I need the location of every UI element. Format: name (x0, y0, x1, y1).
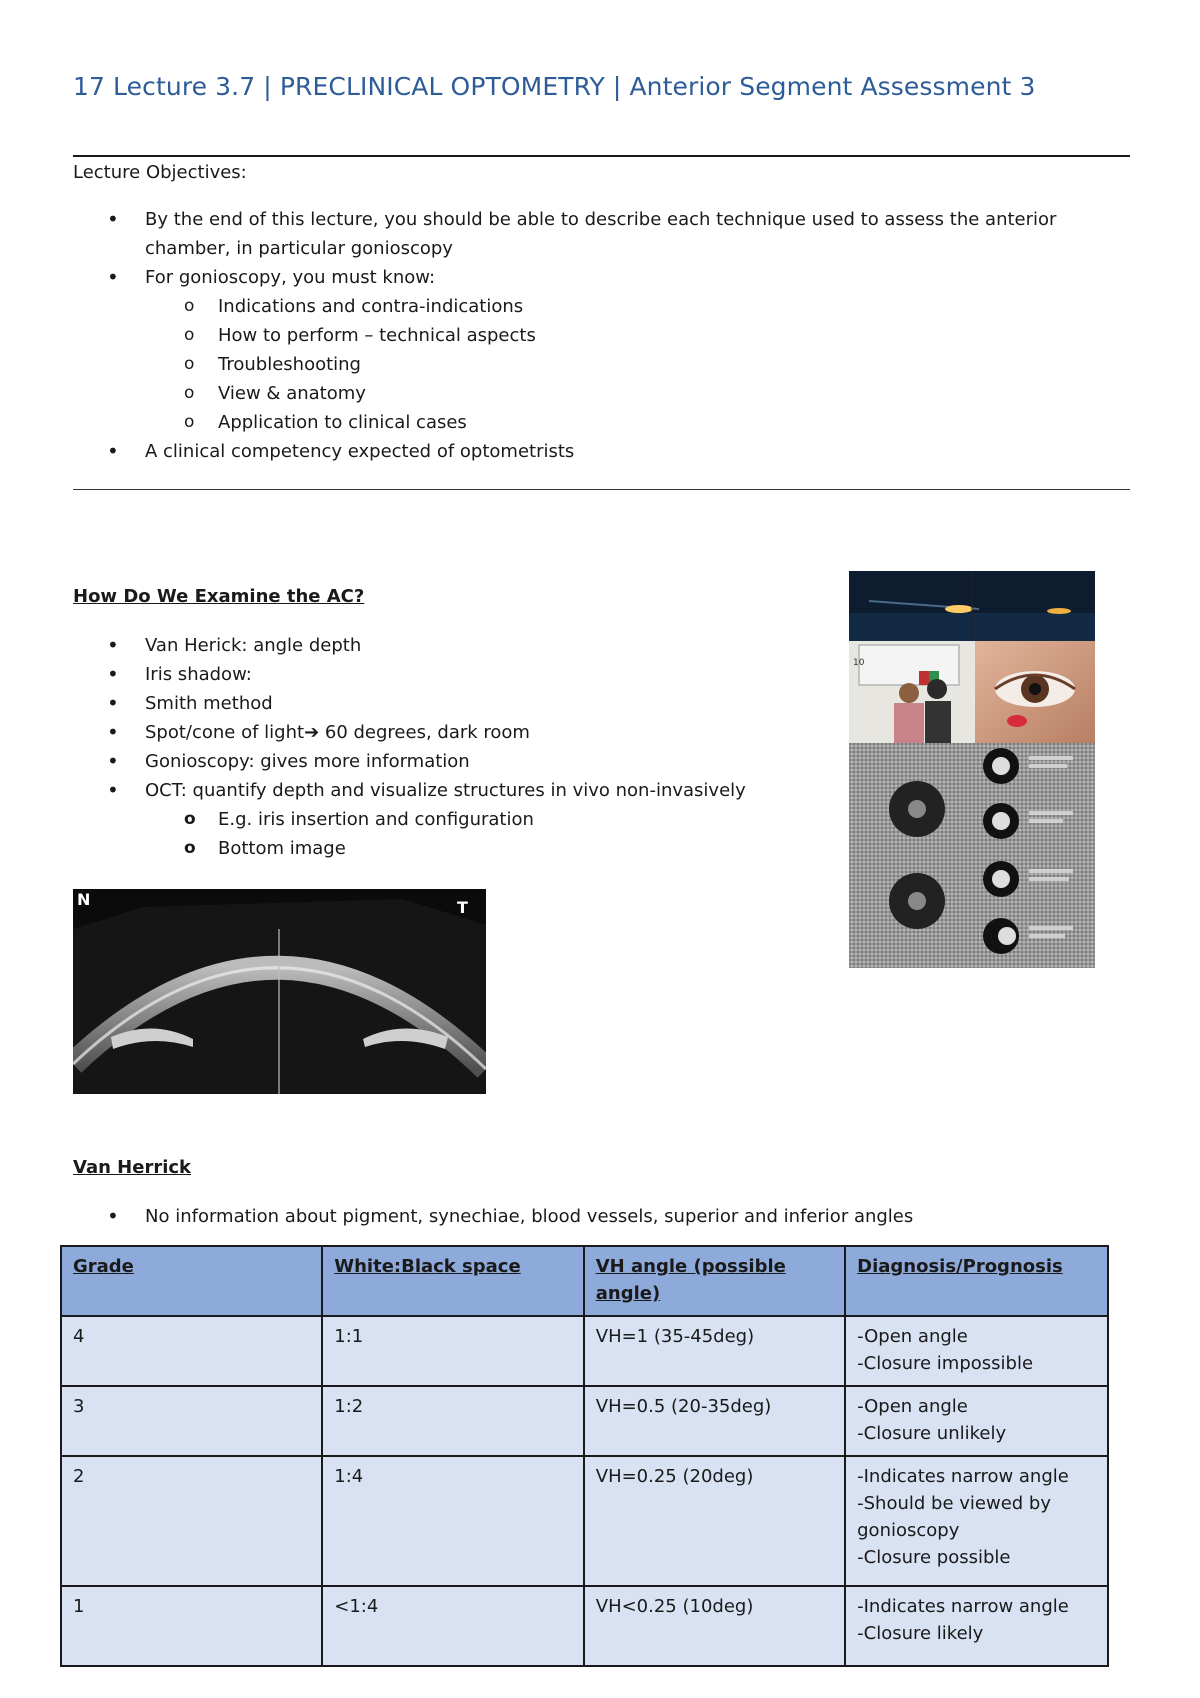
examine-sub-item: o E.g. iris insertion and configuration (73, 805, 833, 834)
objective-sub-item: o Application to clinical cases (73, 408, 1130, 437)
cell-angle: VH<0.25 (10deg) (584, 1586, 845, 1666)
objective-item (73, 205, 1130, 263)
clinical-photo-collage (849, 571, 1095, 968)
cell-angle: VH=1 (35-45deg) (584, 1316, 845, 1386)
diagnosis-line: -Indicates narrow angle (857, 1466, 1069, 1487)
examine-item: • Smith method (73, 689, 833, 718)
cell-ratio: <1:4 (322, 1586, 584, 1666)
cell-angle: VH=0.25 (20deg) (584, 1456, 845, 1586)
cell-ratio: 1:1 (322, 1316, 584, 1386)
header-grade: Grade (61, 1246, 322, 1316)
cell-diagnosis (845, 1586, 1108, 1666)
examine-sub-item: o Bottom image (73, 834, 833, 863)
table-row (61, 1456, 1108, 1586)
diagnosis-line: -Closure likely (857, 1623, 984, 1644)
objective-sub-item: o How to perform – technical aspects (73, 321, 1130, 350)
van-herick-table (60, 1245, 1109, 1667)
oct-temporal-label: T (457, 898, 468, 917)
examine-item: • Van Herick: angle depth (73, 631, 833, 660)
diagnosis-line: -Open angle (857, 1326, 968, 1347)
oct-graphic (73, 889, 486, 1094)
objectives-divider (73, 489, 1130, 490)
objective-text-continued: chamber, in particular gonioscopy (145, 238, 453, 259)
cell-grade: 4 (61, 1316, 322, 1386)
cell-grade: 1 (61, 1586, 322, 1666)
objective-sub-item: o View & anatomy (73, 379, 1130, 408)
title-divider (73, 155, 1130, 157)
objective-sub-item: o Indications and contra-indications (73, 292, 1130, 321)
oct-nasal-label: N (77, 890, 91, 909)
examine-heading: How Do We Examine the AC? (73, 586, 365, 607)
diagnosis-line: -Closure possible (857, 1547, 1011, 1568)
van-herick-list (73, 1202, 1130, 1231)
page-title: 17 Lecture 3.7 | PRECLINICAL OPTOMETRY | Anterior Segment Assessment 3 (73, 72, 1036, 101)
cell-ratio: 1:4 (322, 1456, 584, 1586)
header-diagnosis: Diagnosis/Prognosis (845, 1246, 1108, 1316)
objective-sub-item: o Troubleshooting (73, 350, 1130, 379)
diagnosis-line: -Should be viewed by (857, 1493, 1051, 1514)
cell-diagnosis (845, 1316, 1108, 1386)
table-header-row (61, 1246, 1108, 1316)
objectives-list (73, 205, 1130, 466)
chart-number-label: 10 (853, 658, 865, 668)
examine-item: • Gonioscopy: gives more information (73, 747, 833, 776)
table-row (61, 1386, 1108, 1456)
cell-ratio: 1:2 (322, 1386, 584, 1456)
examine-item: • OCT: quantify depth and visualize structures in vivo non-invasively (73, 776, 833, 805)
examine-list (73, 631, 833, 863)
objective-text: By the end of this lecture, you should be able to describe each technique used to assess the anterior (145, 209, 1057, 230)
diagnosis-line: -Closure unlikely (857, 1423, 1007, 1444)
diagnosis-line: -Closure impossible (857, 1353, 1034, 1374)
cell-grade: 3 (61, 1386, 322, 1456)
cell-grade: 2 (61, 1456, 322, 1586)
van-herick-heading: Van Herrick (73, 1157, 192, 1178)
cell-diagnosis (845, 1456, 1108, 1586)
header-angle: VH angle (possible angle) (584, 1246, 845, 1316)
examine-item: • Iris shadow: (73, 660, 833, 689)
diagnosis-line: gonioscopy (857, 1520, 960, 1541)
examine-item: • Spot/cone of light➔ 60 degrees, dark room (73, 718, 833, 747)
van-herick-item: • No information about pigment, synechiae, blood vessels, superior and inferior angles (73, 1202, 1130, 1231)
diagnosis-line: -Open angle (857, 1396, 968, 1417)
objective-item: • A clinical competency expected of optometrists (73, 437, 1130, 466)
header-ratio: White:Black space (322, 1246, 584, 1316)
cell-angle: VH=0.5 (20-35deg) (584, 1386, 845, 1456)
objectives-label: Lecture Objectives: (73, 162, 247, 183)
oct-anterior-segment-image (73, 889, 486, 1094)
table-row (61, 1316, 1108, 1386)
objective-item: • For gonioscopy, you must know: (73, 263, 1130, 292)
cell-diagnosis (845, 1386, 1108, 1456)
table-row (61, 1586, 1108, 1666)
diagnosis-line: -Indicates narrow angle (857, 1596, 1069, 1617)
photo-collage-graphic (849, 571, 1095, 968)
